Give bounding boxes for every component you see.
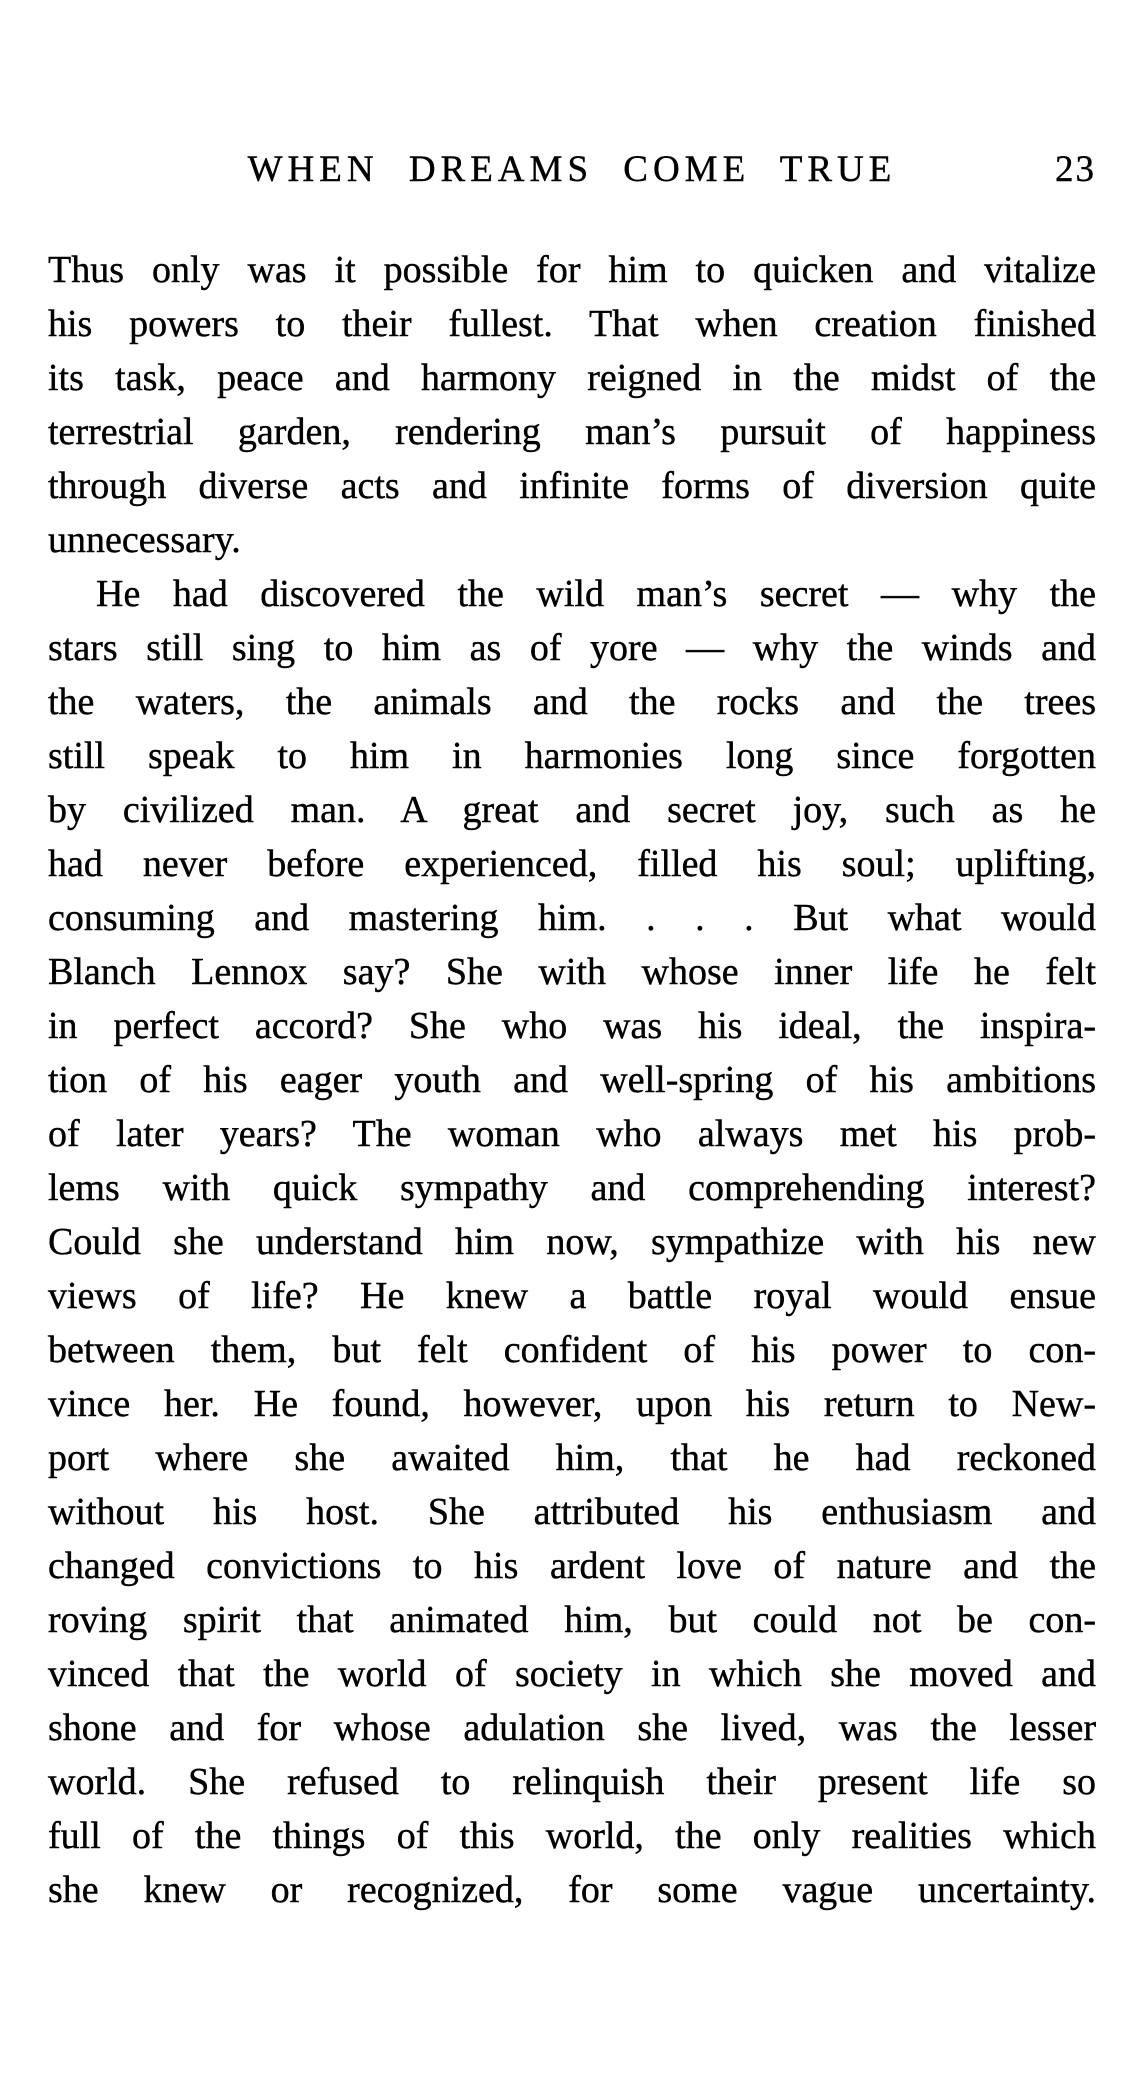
text-line: unnecessary. [48, 519, 241, 561]
text-line: lems with quick sympathy and comprehending interest? [48, 1167, 1096, 1209]
running-header [48, 143, 1096, 197]
text-line: vince her. He found, however, upon his return to New- [48, 1383, 1096, 1425]
text-line: the waters, the animals and the rocks and the trees [48, 681, 1096, 723]
text-line: vinced that the world of society in which she moved and [48, 1653, 1096, 1695]
text-line: Could she understand him now, sympathize with his new [48, 1221, 1096, 1263]
text-line: roving spirit that animated him, but could not be con- [48, 1599, 1096, 1641]
running-header-title: WHEN DREAMS COME TRUE [247, 149, 897, 190]
text-line: shone and for whose adulation she lived, was the lesser [48, 1707, 1096, 1749]
text-line: she knew or recognized, for some vague uncertainty. [48, 1869, 1096, 1911]
text-line: terrestrial garden, rendering man’s pursuit of happiness [48, 411, 1096, 453]
text-line: He had discovered the wild man’s secret — why the [96, 573, 1096, 615]
text-line: stars still sing to him as of yore — why the winds and [48, 627, 1096, 669]
text-line: port where she awaited him, that he had reckoned [48, 1437, 1096, 1479]
text-line: tion of his eager youth and well-spring of his ambitions [48, 1059, 1096, 1101]
text-line: without his host. She attributed his enthusiasm and [48, 1491, 1096, 1533]
text-line: in perfect accord? She who was his ideal, the inspira- [48, 1005, 1096, 1047]
text-line: of later years? The woman who always met his prob- [48, 1113, 1096, 1155]
text-line: still speak to him in harmonies long since forgotten [48, 735, 1096, 777]
text-line: by civilized man. A great and secret joy, such as he [48, 789, 1096, 831]
text-line: between them, but felt confident of his power to con- [48, 1329, 1096, 1371]
text-line: his powers to their fullest. That when creation finished [48, 303, 1096, 345]
body-text [48, 243, 1096, 1917]
text-line: had never before experienced, filled his soul; uplifting, [48, 843, 1096, 885]
page-number: 23 [1055, 149, 1096, 190]
text-line: changed convictions to his ardent love of nature and the [48, 1545, 1096, 1587]
text-line: Blanch Lennox say? She with whose inner life he felt [48, 951, 1096, 993]
text-line: its task, peace and harmony reigned in the midst of the [48, 357, 1096, 399]
text-line: Thus only was it possible for him to quicken and vitalize [48, 249, 1096, 291]
text-line: views of life? He knew a battle royal would ensue [48, 1275, 1096, 1317]
text-line: world. She refused to relinquish their present life so [48, 1761, 1096, 1803]
text-line: consuming and mastering him. . . . But what would [48, 897, 1096, 939]
text-line: through diverse acts and infinite forms of diversion quite [48, 465, 1096, 507]
text-line: full of the things of this world, the only realities which [48, 1815, 1096, 1857]
